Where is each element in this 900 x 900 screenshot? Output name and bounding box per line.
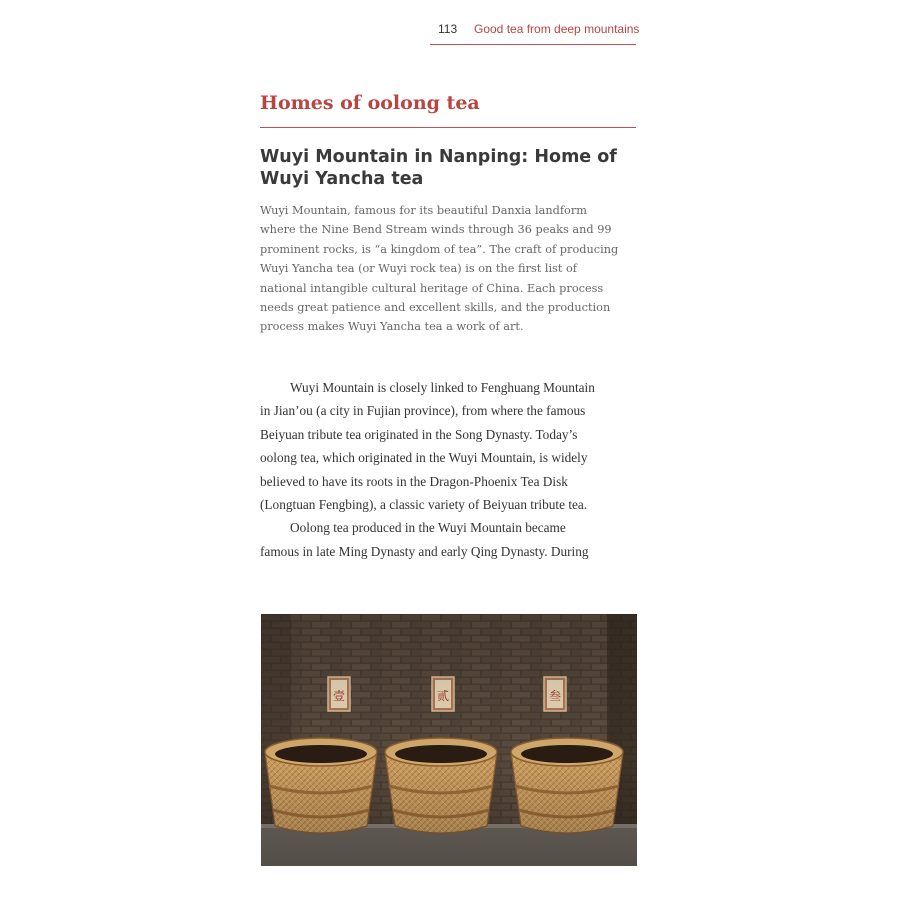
- body-line: believed to have its roots in the Dragon-Phoenix Tea Disk: [260, 473, 568, 489]
- summary-paragraph: [260, 201, 636, 337]
- tea-baskets-photo: [261, 614, 637, 866]
- subsection-title-line: Wuyi Mountain in Nanping: Home of: [260, 147, 617, 167]
- body-line: in Jian’ou (a city in Fujian province), from where the famous: [260, 403, 586, 419]
- running-header: [430, 18, 640, 45]
- body-line: Oolong tea produced in the Wuyi Mountain became: [290, 520, 566, 536]
- summary-line: prominent rocks, is “a kingdom of tea”. The craft of producing: [260, 242, 619, 256]
- summary-line: Wuyi Yancha tea (or Wuyi rock tea) is on the first list of: [260, 262, 577, 276]
- running-title: Good tea from deep mountains: [474, 22, 640, 36]
- body-line: Wuyi Mountain is closely linked to Fenghuang Mountain: [290, 380, 595, 395]
- body-line: (Longtuan Fengbing), a classic variety of Beiyuan tribute tea.: [260, 497, 588, 513]
- body-line: Beiyuan tribute tea originated in the Song Dynasty. Today’s: [260, 426, 578, 442]
- summary-line: where the Nine Bend Stream winds through 36 peaks and 99: [260, 223, 612, 237]
- summary-line: process makes Wuyi Yancha tea a work of art.: [260, 320, 524, 334]
- body-text: [260, 376, 636, 563]
- body-line: famous in late Ming Dynasty and early Qing Dynasty. During: [260, 543, 589, 559]
- summary-line: Wuyi Mountain, famous for its beautiful Danxia landform: [260, 204, 587, 217]
- section-divider: [260, 127, 636, 128]
- section-title: Homes of oolong tea: [260, 92, 480, 114]
- page-number: 113: [438, 22, 458, 36]
- body-line: oolong tea, which originated in the Wuyi Mountain, is widely: [260, 450, 588, 466]
- summary-line: national intangible cultural heritage of China. Each process: [260, 281, 604, 295]
- subsection-title: [260, 146, 636, 190]
- summary-line: needs great patience and excellent skills, and the production: [260, 301, 611, 315]
- subsection-title-line: Wuyi Yancha tea: [260, 169, 424, 189]
